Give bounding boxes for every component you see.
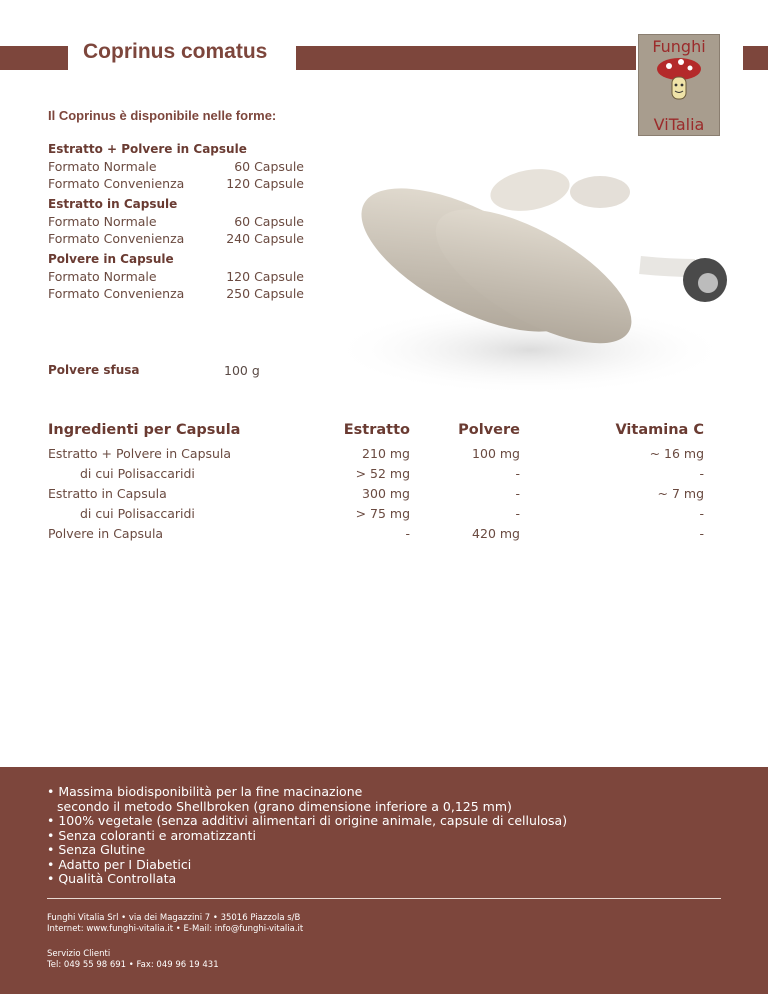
company-internet: Internet: www.funghi-vitalia.it • E-Mail: info@funghi-vitalia.it xyxy=(47,924,304,934)
ingredient-name: Estratto in Capsula xyxy=(48,486,167,501)
feature-bullet: • Qualità Controllata xyxy=(47,871,177,886)
feature-bullet: secondo il metodo Shellbroken (grano dimensione inferiore a 0,125 mm) xyxy=(57,798,512,814)
feature-bullet: • Massima biodisponibilità per la fine macinazione xyxy=(47,784,363,799)
funghi-vitalia-logo xyxy=(638,34,720,136)
ingredient-name: di cui Polisaccaridi xyxy=(80,466,195,481)
format-row xyxy=(48,268,304,285)
table-header-polvere: Polvere xyxy=(458,422,520,438)
format-group xyxy=(48,196,304,247)
sfusa-value: 100 g xyxy=(224,363,260,378)
sfusa-label: Polvere sfusa xyxy=(48,363,140,377)
company-address: Funghi Vitalia Srl • via dei Magazzini 7 • 35016 Piazzola s/B xyxy=(47,913,301,923)
ingredient-name: Polvere in Capsula xyxy=(48,526,164,541)
estratto-value: > 75 mg xyxy=(355,506,410,521)
feature-bullet: • Senza coloranti e aromatizzanti xyxy=(47,827,256,843)
feature-bullet: • Senza Glutine xyxy=(47,842,146,857)
vitamina-c-value: - xyxy=(699,466,704,481)
feature-bullet: • Adatto per I Diabetici xyxy=(47,856,192,872)
format-row xyxy=(48,285,304,302)
table-header-estratto: Estratto xyxy=(343,422,410,438)
page-title: Coprinus comatus xyxy=(83,40,268,63)
service-phones: Tel: 049 55 98 691 • Fax: 049 96 19 431 xyxy=(47,960,219,970)
polvere-value: 420 mg xyxy=(472,526,520,541)
format-value: 60 Capsule xyxy=(234,159,304,174)
estratto-value: > 52 mg xyxy=(355,466,410,481)
group-heading: Polvere in Capsule xyxy=(48,252,174,266)
polvere-value: - xyxy=(515,466,520,481)
format-label: Formato Normale xyxy=(48,159,157,174)
format-row xyxy=(48,175,304,192)
format-group xyxy=(48,141,304,192)
polvere-value: 100 mg xyxy=(472,446,520,461)
estratto-value: 300 mg xyxy=(362,486,410,501)
format-value: 60 Capsule xyxy=(234,214,304,229)
header-bar-left xyxy=(0,46,68,70)
vitamina-c-value: - xyxy=(699,506,704,521)
format-row xyxy=(48,230,304,247)
ingredient-name: di cui Polisaccaridi xyxy=(80,506,195,521)
vitamina-c-value: - xyxy=(699,526,704,541)
format-label: Formato Normale xyxy=(48,269,157,284)
format-row xyxy=(48,158,304,175)
coprinus-mushroom-photo xyxy=(320,150,740,400)
format-label: Formato Normale xyxy=(48,214,157,229)
format-label: Formato Convenienza xyxy=(48,231,185,246)
mushroom-logo-icon xyxy=(639,55,719,113)
format-label: Formato Convenienza xyxy=(48,176,185,191)
ingredient-name: Estratto + Polvere in Capsula xyxy=(48,446,232,461)
format-group xyxy=(48,251,304,302)
header-bar-right xyxy=(296,46,636,70)
logo-text-top: Funghi xyxy=(652,37,706,56)
vitamina-c-value: ~ 16 mg xyxy=(649,446,704,461)
polvere-value: - xyxy=(515,506,520,521)
format-value: 120 Capsule xyxy=(226,269,304,284)
table-header-vitamina-c: Vitamina C xyxy=(615,422,704,438)
group-heading: Estratto in Capsule xyxy=(48,197,178,211)
header-bar-edge xyxy=(743,46,768,70)
format-value: 240 Capsule xyxy=(226,231,304,246)
footer-panel xyxy=(0,767,768,994)
logo-text-bottom: ViTalia xyxy=(653,115,705,134)
estratto-value: - xyxy=(405,526,410,541)
vitamina-c-value: ~ 7 mg xyxy=(657,486,704,501)
format-row xyxy=(48,213,304,230)
table-header-ingredienti: Ingredienti per Capsula xyxy=(48,422,241,438)
polvere-value: - xyxy=(515,486,520,501)
estratto-value: 210 mg xyxy=(362,446,410,461)
format-value: 250 Capsule xyxy=(226,286,304,301)
service-label: Servizio Clienti xyxy=(47,949,111,959)
footer-divider xyxy=(47,898,721,899)
feature-bullet: • 100% vegetale (senza additivi alimentari di origine animale, capsule di cellulosa) xyxy=(47,813,568,828)
format-value: 120 Capsule xyxy=(226,176,304,191)
availability-heading: Il Coprinus è disponibile nelle forme: xyxy=(48,108,277,123)
format-label: Formato Convenienza xyxy=(48,286,185,301)
group-heading: Estratto + Polvere in Capsule xyxy=(48,142,247,156)
